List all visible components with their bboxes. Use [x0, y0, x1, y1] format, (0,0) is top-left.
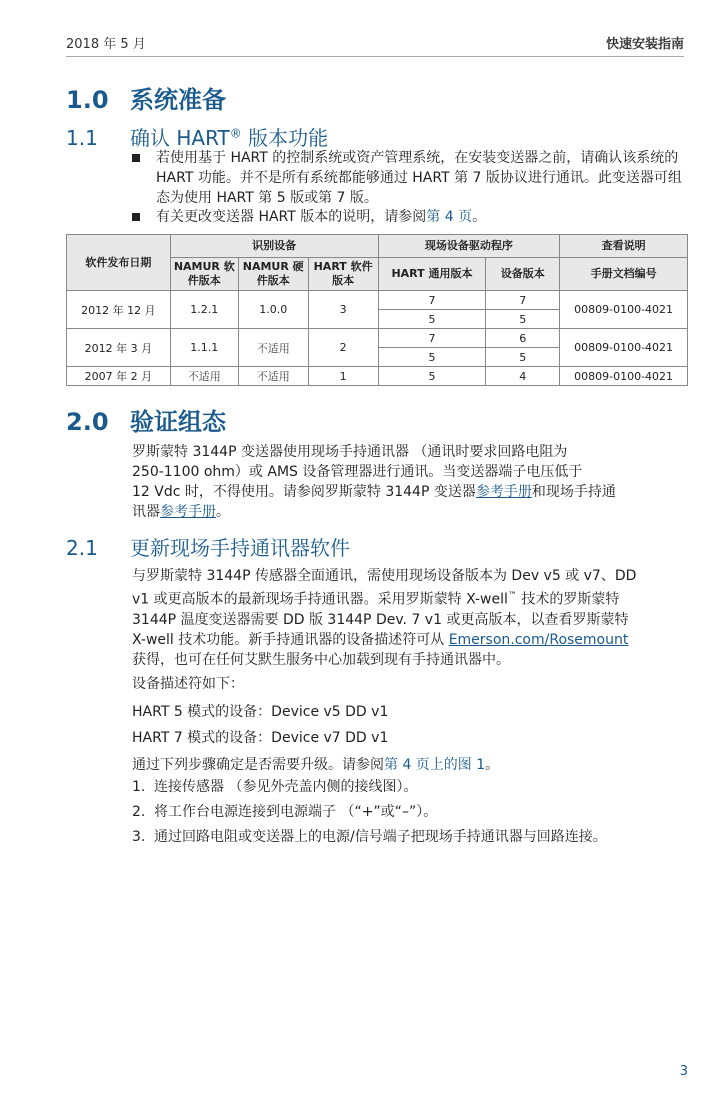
- table-row: [67, 367, 688, 386]
- hart5-descriptor: HART 5 模式的设备：Device v5 DD v1: [132, 704, 389, 720]
- cell-hart-sw: 3: [308, 291, 378, 329]
- col-device-rev: 设备版本: [486, 258, 560, 291]
- section-2-paragraph: 罗斯蒙特 3144P 变送器使用现场手持通讯器 （通讯时要求回路电阻为 250-1100 ohm）或 AMS 设备管理器进行通讯。当变送器端子电压低于 12 Vdc 时，不得使用。请参阅罗斯蒙特 3144P 变送器参考手册和现场手持通 讯器参考手册。: [132, 444, 616, 520]
- cell-namur-hw: 1.0.0: [238, 291, 308, 329]
- cell-date: 2012 年 12 月: [67, 291, 171, 329]
- cell-manual: 00809-0100-4021: [560, 329, 688, 367]
- upgrade-steps-intro: 通过下列步骤确定是否需要升级。请参阅第 4 页上的图 1。: [132, 757, 500, 773]
- registered-mark: ®: [229, 126, 242, 141]
- cell-date: 2012 年 3 月: [67, 329, 171, 367]
- cell-device-rev: 4: [486, 367, 560, 386]
- cell-hart-sw: 2: [308, 329, 378, 367]
- col-field-driver: 现场设备驱动程序: [378, 235, 560, 258]
- cell-device-rev: 7: [486, 291, 560, 310]
- cell-hart-universal: 5: [378, 367, 486, 386]
- step-text: 连接传感器 （参见外壳盖内侧的接线图）。: [154, 779, 418, 795]
- hart-version-table: [66, 234, 688, 386]
- cell-device-rev: 6: [486, 329, 560, 348]
- step-number: 2.: [132, 804, 146, 820]
- cell-manual: 00809-0100-4021: [560, 291, 688, 329]
- figure-1-link[interactable]: 第 4 页上的图 1: [384, 757, 486, 773]
- section-2-number: 2.0: [66, 408, 109, 436]
- section-2-1-title: 更新现场手持通讯器软件: [130, 536, 350, 560]
- col-namur-hw: NAMUR 硬件版本: [238, 258, 308, 291]
- cell-hart-universal: 7: [378, 329, 486, 348]
- page-4-link[interactable]: 第 4 页: [426, 209, 473, 225]
- col-namur-sw: NAMUR 软件版本: [170, 258, 238, 291]
- table-row: [67, 291, 688, 310]
- col-hart-universal: HART 通用版本: [378, 258, 486, 291]
- section-1-1-heading: [66, 122, 328, 151]
- section-2-1-paragraph: 与罗斯蒙特 3144P 传感器全面通讯，需使用现场设备版本为 Dev v5 或 v7、DD v1 或更高版本的最新现场手持通讯器。采用罗斯蒙特 X-well™ 技术的罗斯蒙特 3144P 温度变送器需要 DD 版 3144P Dev. 7 v1 或更高版本，以查看罗斯蒙特 X-well 技术功能。新手持通讯器的设备描述符可从 Emerson.com/Rosemount 获得，也可在任何艾默生服务中心加载到现有手持通讯器中。: [132, 568, 637, 668]
- cell-hart-universal: 5: [378, 348, 486, 367]
- section-2-1-number: 2.1: [66, 536, 98, 560]
- section-1-number: 1.0: [66, 86, 109, 114]
- cell-device-rev: 5: [486, 310, 560, 329]
- section-1-1-number: 1.1: [66, 126, 98, 150]
- bullet-text: 有关更改变送器 HART 版本的说明，请参阅第 4 页。: [156, 209, 487, 225]
- reference-manual-link[interactable]: 参考手册: [475, 484, 532, 500]
- section-2-1-heading: [66, 532, 350, 561]
- emerson-rosemount-link[interactable]: Emerson.com/Rosemount: [448, 631, 629, 648]
- cell-namur-hw: 不适用: [238, 367, 308, 386]
- cell-namur-sw: 不适用: [170, 367, 238, 386]
- cell-date: 2007 年 2 月: [67, 367, 171, 386]
- bullet-square-icon: [132, 154, 140, 162]
- col-review-instructions: 查看说明: [560, 235, 688, 258]
- device-descriptor-intro: 设备描述符如下：: [132, 676, 244, 692]
- header-title: 快速安装指南: [605, 37, 684, 52]
- table-row: [67, 329, 688, 348]
- cell-hart-universal: 7: [378, 291, 486, 310]
- step-text: 将工作台电源连接到电源端子 （“+”或“–”）。: [154, 804, 438, 820]
- bullet-item: [132, 148, 692, 208]
- section-2-heading: [66, 402, 226, 437]
- section-1-1-title-pre: 确认 HART: [130, 126, 230, 150]
- cell-hart-universal: 5: [378, 310, 486, 329]
- bullet-square-icon: [132, 213, 140, 221]
- page-number: 3: [679, 1064, 688, 1079]
- bullet-item: [132, 207, 692, 227]
- step-item: [132, 777, 692, 797]
- section-1-heading: [66, 80, 226, 115]
- cell-device-rev: 5: [486, 348, 560, 367]
- communicator-manual-link[interactable]: 参考手册: [160, 504, 216, 520]
- cell-namur-sw: 1.2.1: [170, 291, 238, 329]
- cell-hart-sw: 1: [308, 367, 378, 386]
- cell-namur-hw: 不适用: [238, 329, 308, 367]
- col-identify-device: 识别设备: [170, 235, 378, 258]
- step-item: [132, 827, 692, 847]
- section-1-1-title-post: 版本功能: [241, 126, 329, 150]
- trademark-mark: ™: [507, 591, 517, 601]
- step-number: 1.: [132, 779, 146, 795]
- header-divider: [66, 56, 684, 57]
- col-manual-number: 手册文档编号: [560, 258, 688, 291]
- col-release-date: 软件发布日期: [67, 235, 171, 291]
- cell-namur-sw: 1.1.1: [170, 329, 238, 367]
- hart7-descriptor: HART 7 模式的设备：Device v7 DD v1: [132, 730, 389, 746]
- col-hart-sw: HART 软件版本: [308, 258, 378, 291]
- section-1-title: 系统准备: [130, 86, 226, 114]
- bullet-text: 若使用基于 HART 的控制系统或资产管理系统，在安装变送器之前，请确认该系统的 HART 功能。并不是所有系统都能够通过 HART 第 7 版协议进行通讯。此变送器可组态为使用 HART 第 5 版或第 7 版。: [156, 150, 682, 206]
- step-text: 通过回路电阻或变送器上的电源/信号端子把现场手持通讯器与回路连接。: [154, 829, 607, 845]
- header-date: 2018 年 5 月: [66, 37, 146, 52]
- step-item: [132, 802, 692, 822]
- cell-manual: 00809-0100-4021: [560, 367, 688, 386]
- section-2-title: 验证组态: [130, 408, 226, 436]
- step-number: 3.: [132, 829, 146, 845]
